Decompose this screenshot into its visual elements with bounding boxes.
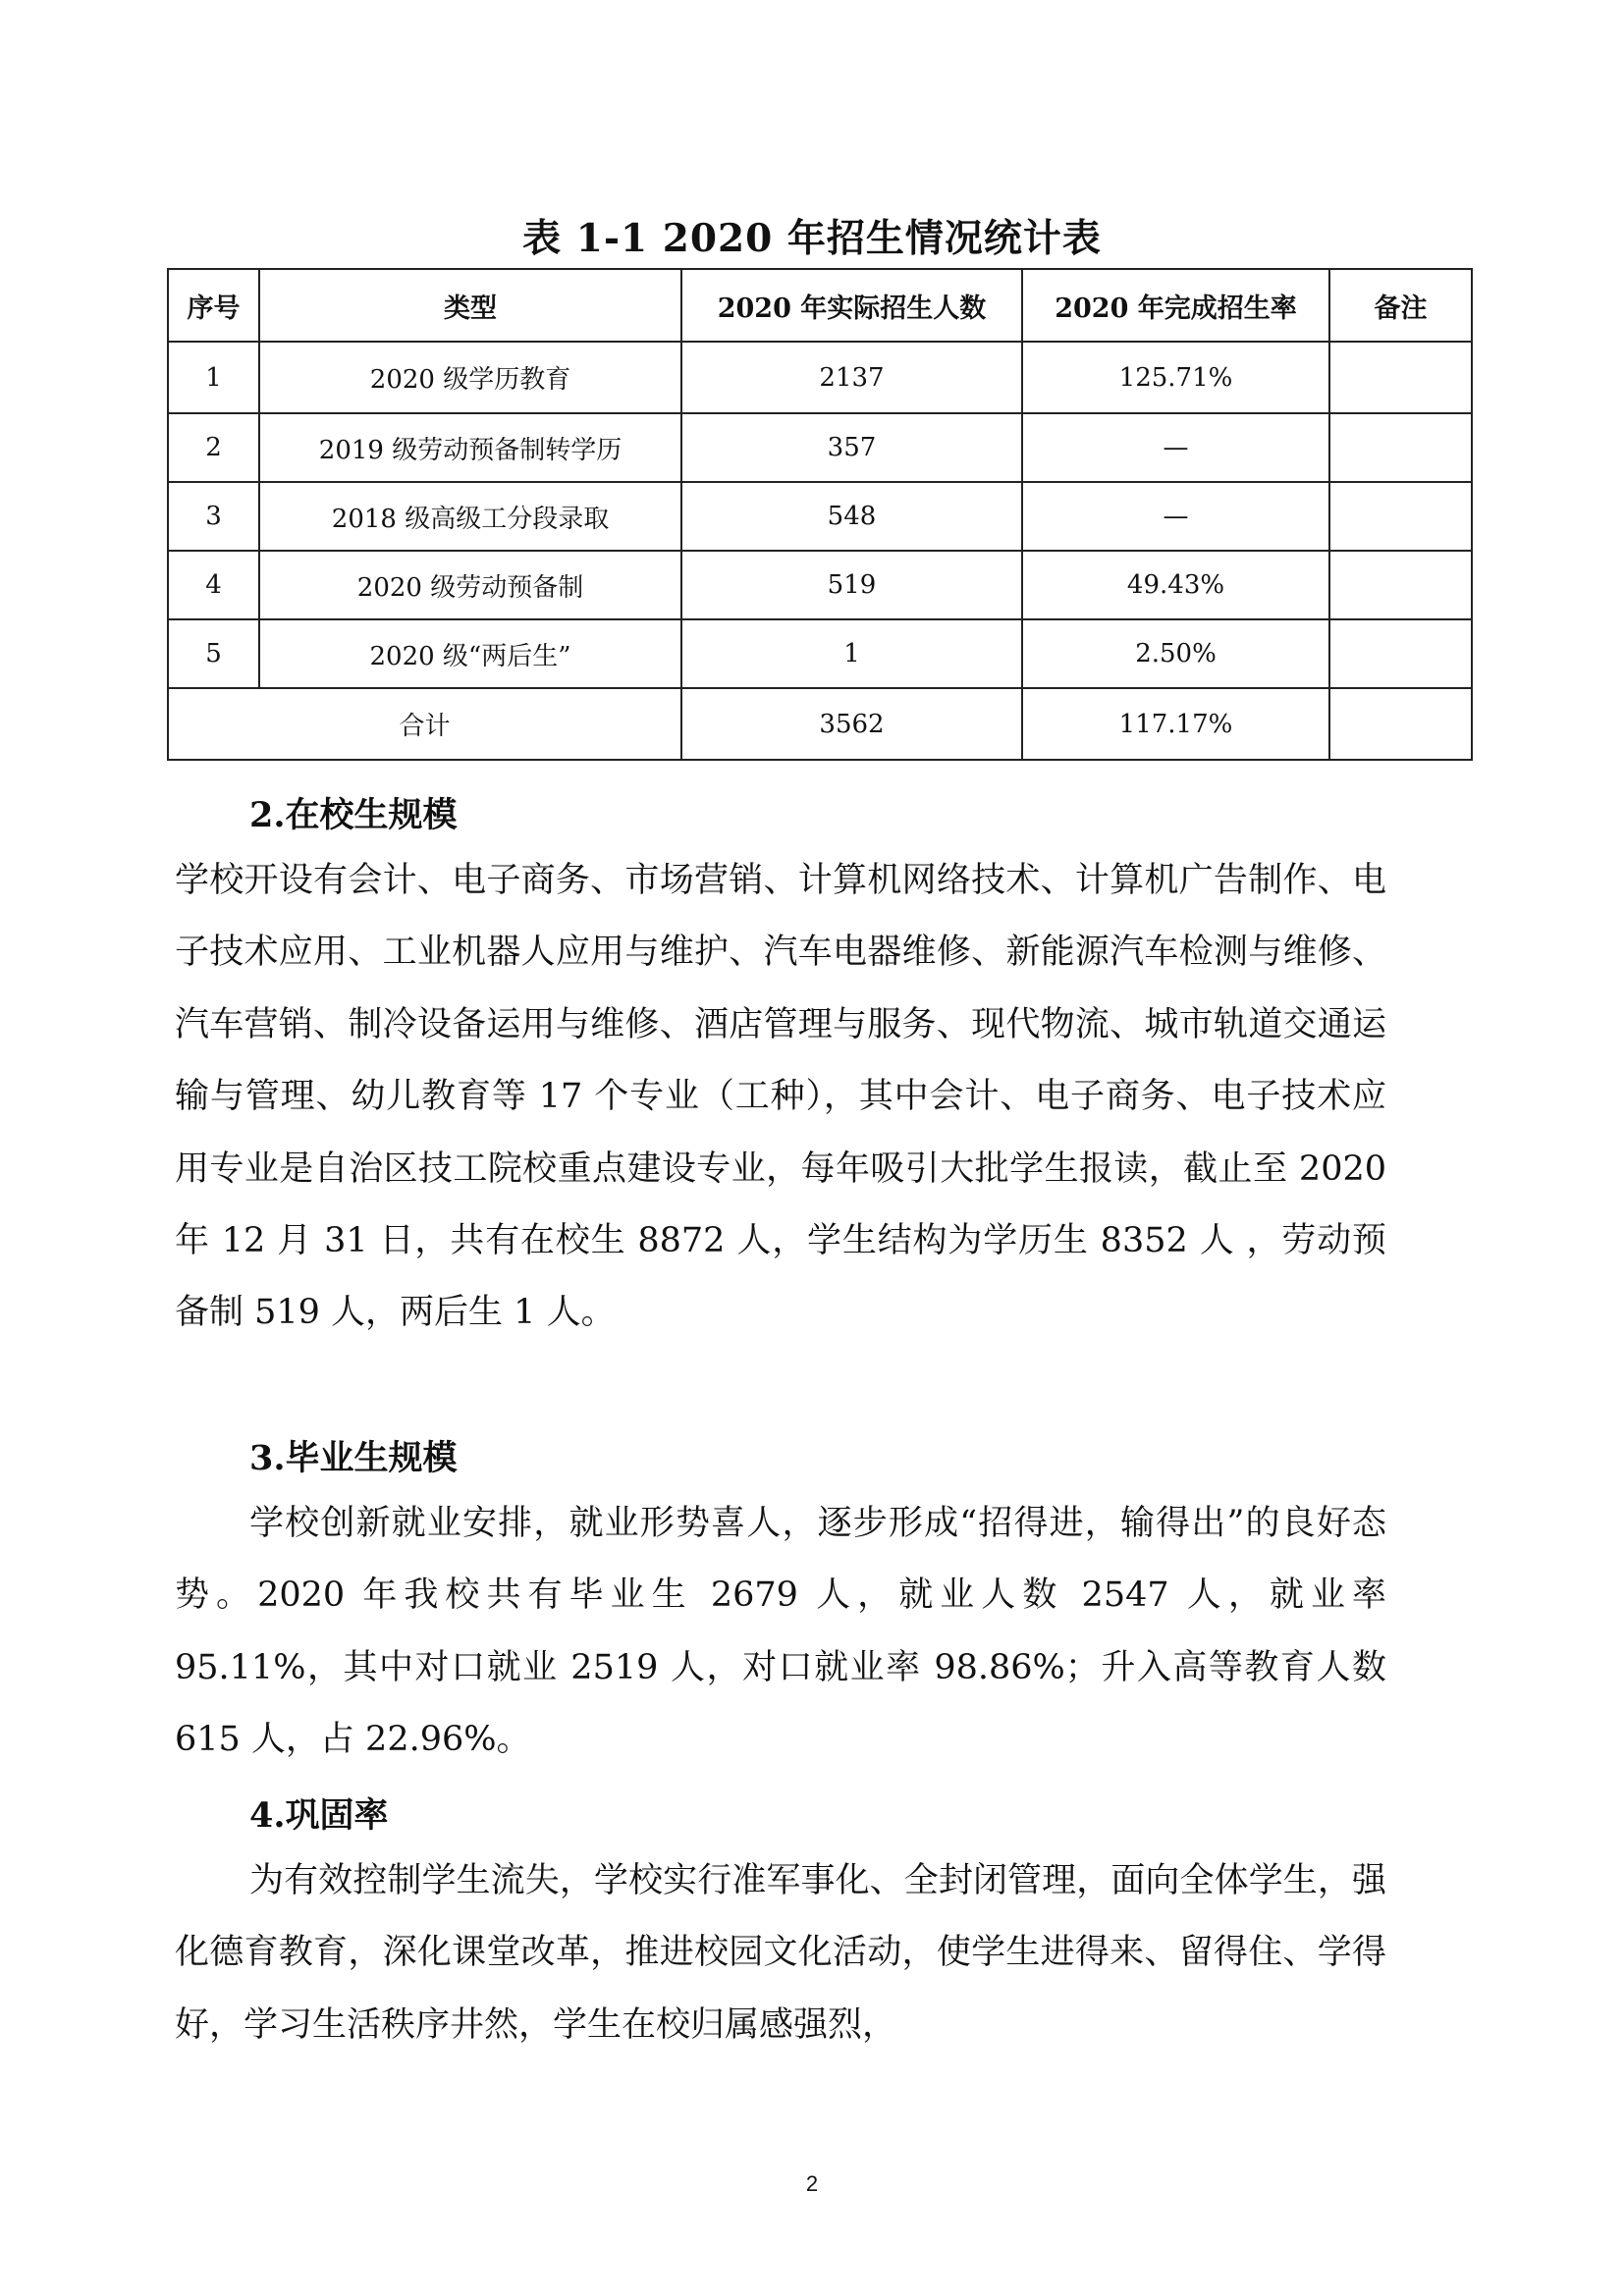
cell-note — [1329, 413, 1472, 482]
total-note — [1329, 688, 1472, 760]
header-type: 类型 — [259, 269, 681, 342]
section-heading-retention-rate: 4.巩固率 — [249, 1795, 389, 1836]
table-title: 表 1-1 2020 年招生情况统计表 — [522, 216, 1102, 261]
cell-rate: 125.71% — [1022, 342, 1329, 413]
cell-no: 3 — [168, 482, 259, 551]
cell-type: 2020 级学历教育 — [259, 342, 681, 413]
cell-count: 548 — [681, 482, 1022, 551]
paragraph-text: 为有效控制学生流失，学校实行准军事化、全封闭管理，面向全体学生，强化德育教育，深化课堂改革，推进校园文化活动，使学生进得来、留得住、学得好，学习生活秩序井然，学生在校归属感强烈， — [175, 1861, 1386, 2045]
cell-type: 2018 级高级工分段录取 — [259, 482, 681, 551]
cell-no: 1 — [168, 342, 259, 413]
table-row — [168, 482, 1472, 551]
cell-no: 5 — [168, 619, 259, 688]
cell-type: 2020 级劳动预备制 — [259, 551, 681, 619]
cell-note — [1329, 482, 1472, 551]
header-rate: 2020 年完成招生率 — [1022, 269, 1329, 342]
cell-rate: 2.50% — [1022, 619, 1329, 688]
enrollment-table — [167, 268, 1473, 761]
cell-note — [1329, 619, 1472, 688]
cell-count: 357 — [681, 413, 1022, 482]
paragraph-text: 学校创新就业安排，就业形势喜人，逐步形成“招得进，输得出”的良好态势。2020 年我校共有毕业生 2679 人，就业人数 2547 人，就业率 95.11%，其中对口就业 2519 人，对口就业率 98.86%；升入高等教育人数 615 人，占 22.96%。 — [175, 1504, 1386, 1760]
table-row — [168, 413, 1472, 482]
cell-type: 2020 级“两后生” — [259, 619, 681, 688]
header-count: 2020 年实际招生人数 — [681, 269, 1022, 342]
cell-rate: 49.43% — [1022, 551, 1329, 619]
paragraph-text: 学校开设有会计、电子商务、市场营销、计算机网络技术、计算机广告制作、电子技术应用、工业机器人应用与维护、汽车电器维修、新能源汽车检测与维修、汽车营销、制冷设备运用与维修、酒店管理与服务、现代物流、城市轨道交通运输与管理、幼儿教育等 17 个专业（工种），其中会计、电子商务、电子技术应用专业是自治区技工院校重点建设专业，每年吸引大批学生报读，截止至 2020 年 12 月 31 日，共有在校生 8872 人，学生结构为学历生 8352 人 ，劳动预备制 519 人，两后生 1 人。 — [175, 861, 1386, 1333]
table-row — [168, 342, 1472, 413]
cell-count: 1 — [681, 619, 1022, 688]
header-no: 序号 — [168, 269, 259, 342]
cell-note — [1329, 551, 1472, 619]
page-number: 2 — [805, 2171, 819, 2196]
section-paragraph — [175, 1845, 1386, 2061]
section-heading-enrollment-scale: 2.在校生规模 — [249, 795, 458, 835]
cell-no: 4 — [168, 551, 259, 619]
total-rate: 117.17% — [1022, 688, 1329, 760]
cell-count: 519 — [681, 551, 1022, 619]
total-label: 合计 — [168, 688, 681, 760]
cell-count: 2137 — [681, 342, 1022, 413]
cell-rate: — — [1022, 482, 1329, 551]
cell-type: 2019 级劳动预备制转学历 — [259, 413, 681, 482]
section-heading-graduate-scale: 3.毕业生规模 — [249, 1438, 458, 1478]
table-header-row — [168, 269, 1472, 342]
cell-note — [1329, 342, 1472, 413]
total-count: 3562 — [681, 688, 1022, 760]
table-row — [168, 619, 1472, 688]
table-row — [168, 551, 1472, 619]
cell-rate: — — [1022, 413, 1329, 482]
section-paragraph — [175, 845, 1386, 1350]
table-total-row — [168, 688, 1472, 760]
section-paragraph — [175, 1488, 1386, 1777]
cell-no: 2 — [168, 413, 259, 482]
header-note: 备注 — [1329, 269, 1472, 342]
